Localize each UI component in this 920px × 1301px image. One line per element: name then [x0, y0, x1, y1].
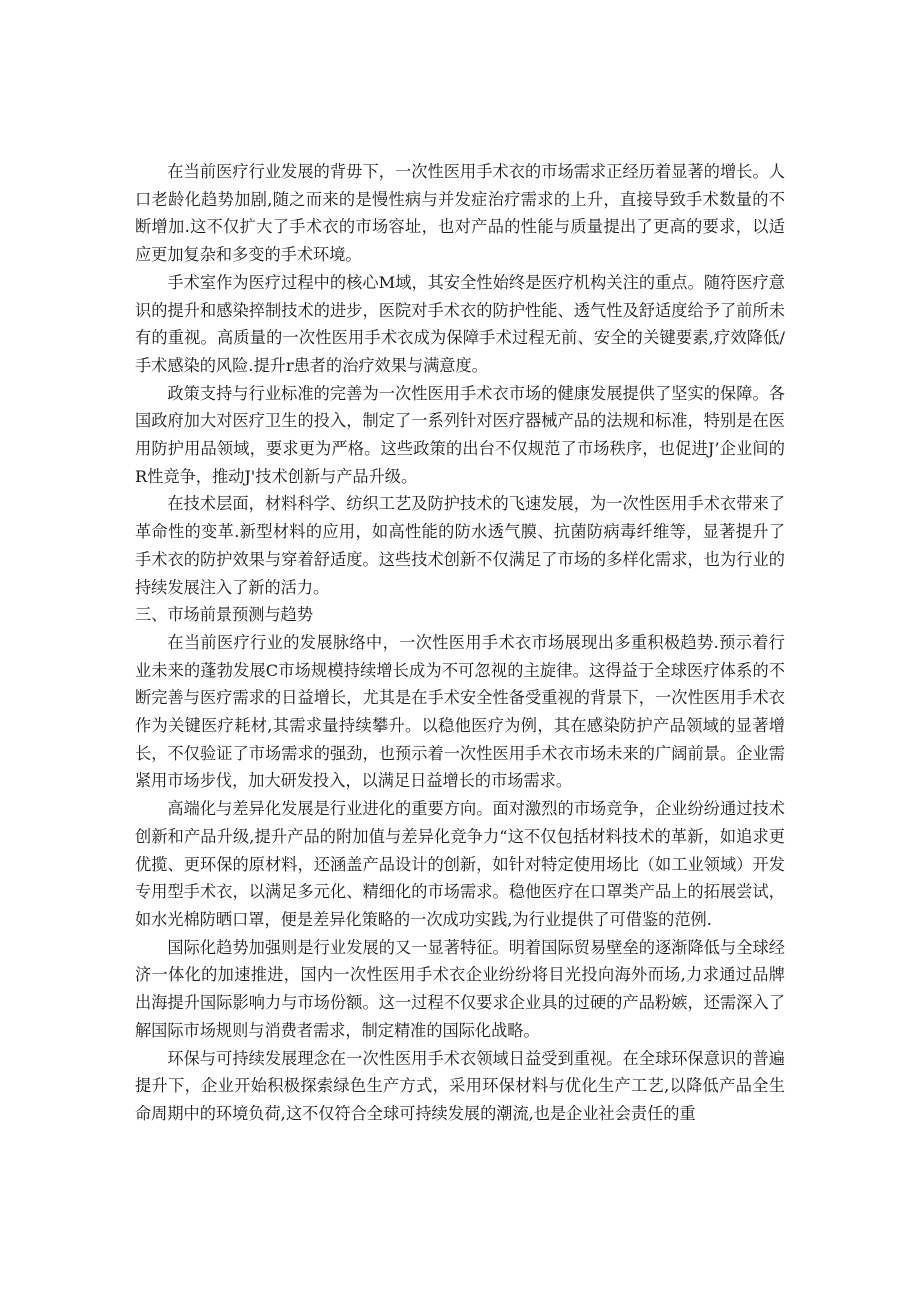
paragraph-market-outlook: 在当前医疗行业的发展脉络中，一次性医用手术衣市场展现出多重积极趋势.预示着行业未来的蓬勃发展C市场规模持续增长成为不可忽视的主旋律。这得益于全球医疗体系的不断完善与医疗需求的日益增长，尤其是在手术安全性备受重视的背景下，一次性医用手术衣作为关键医疗耗材,其需求量持续攀升。以稳他医疗为例，其在感染防护产品领域的显著增长，不仅验证了市场需求的强劲，也预示着一次性医用手术衣市场未来的广阔前景。企业需紧用市场步伐，加大研发投入，以满足日益增长的市场需求。 [135, 632, 785, 791]
paragraph-policy-support: 政策支持与行业标准的完善为一次性医用手术衣市场的健康发展提供了坚实的保障。各国政府加大对医疗卫生的投入，制定了一系列针对医疗器械产品的法规和标准，特别是在医用防护用品领域，要求更为严格。这些政策的出台不仅规范了市场秩序，也促进J’企业间的R性竞争，推动J'技术创新与产品升级。 [135, 383, 785, 486]
paragraph-operating-room: 手术室作为医疗过程中的核心M域，其安全性始终是医疗机构关注的重点。随符医疗意识的提升和感染捽制技术的进步，医院对手术衣的防护性能、透气性及舒适度给予了前所未有的重视。高质量的一次性医用手术衣成为保障手术过程无前、安全的关键要素,疗效降低/手术感染的风险.提升r患者的治疗效果与满意度。 [135, 272, 785, 375]
paragraph-sustainability: 环保与可持续发展理念在一次性医用手术衣领域日益受到重视。在全球环保意识的普遍提升下，企业开始积极探索绿色生产方式，采用环保材料与优化生产工艺,以降低产品全生命周期中的环境负荷,这不仅符合全球可持续发展的潮流,也是企业社会责任的重 [135, 1048, 785, 1123]
paragraph-internationalization: 国际化趋势加强则是行业发展的又一显著特征。明着国际贸易壁垒的逐渐降低与全球经济一体化的加速推进，国内一次性医用手术衣企业纷纷将目光投向海外而场,力求通过品牌出海提升国际影响力与市场份额。这一过程不仅要求企业具的过硬的产品粉嫉，还需深入了解国际市场规则与消费者需求，制定精准的国际化战略。 [135, 937, 785, 1040]
paragraph-technology: 在技术层面，材料科学、纺织工艺及防护技术的飞速发展，为一次性医用手术衣带来了革命性的变革.新型材料的应用，如高性能的防水透气膜、抗菌防病毒纤维等，显著提升了手术衣的防护效果与穿着舒适度。这些技术创新不仅满足了市场的多样化需求，也为行业的持续发展注入了新的活力。 [135, 494, 785, 597]
paragraph-high-end-differentiation: 高端化与差异化发展是行业进化的重要方向。面对激烈的市场竞争，企业纷纷通过技术创新和产品升级,提升产品的附加值与差异化竞争力“这不仅包括材料技术的革新，如追求更优揽、更环保的原材料，还涵盖产品设计的创新，如针对特定使用场比（如工业领域）开发专用型手术衣，以满足多元化、精细化的市场需求。稳他医疗在口罩类产品上的拓展尝试，如水光棉防晒口罩，便是差异化策略的一次成功实践,为行业提供了可借鉴的范例. [135, 799, 785, 929]
section-heading: 三、市场前景预测与趋势 [135, 605, 314, 625]
paragraph-market-demand: 在当前医疗行业发展的背毋下，一次性医用手术衣的市场需求正经历着显著的增长。人口老龄化趋势加剧,随之而来的是慢性病与并发症治疗需求的上升，直接导致手术数量的不断增加.这不仅扩大了手术衣的市场容址，也对产品的性能与质量提出了更高的要求，以适应更加复杂和多变的手术环境。 [135, 162, 785, 265]
document-body [135, 158, 785, 1128]
